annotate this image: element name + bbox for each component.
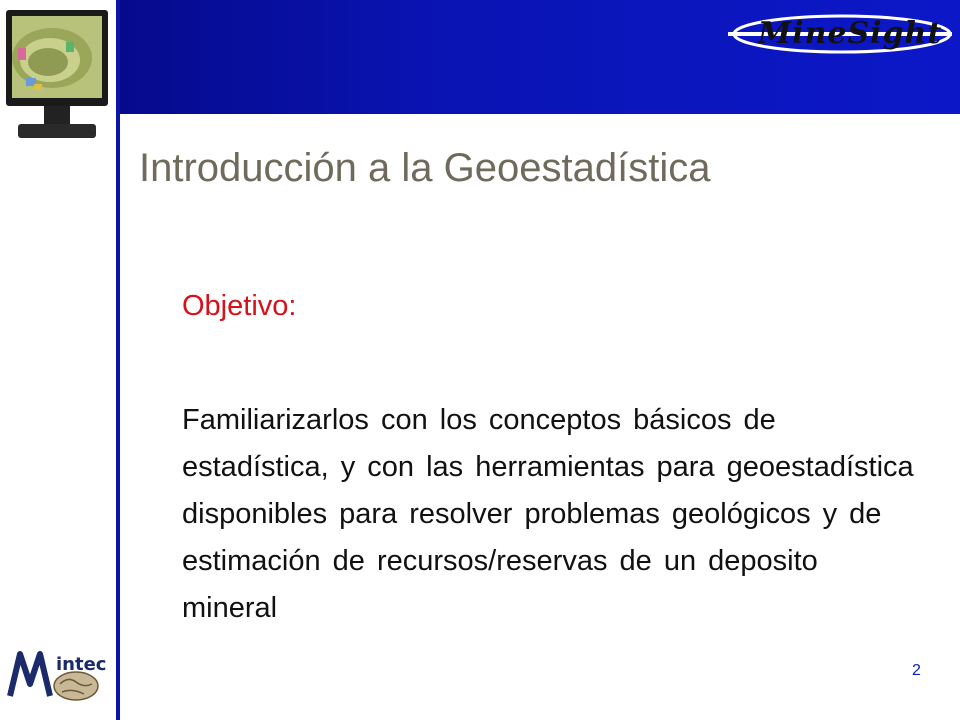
objective-description: Familiarizarlos con los conceptos básicos de estadística, y con las herramientas para geoestadística disponibles para resolver problemas geológicos y de estimación de recursos/reservas de un deposito mineral bbox=[182, 404, 914, 624]
minesight-logo-text: MineSight bbox=[758, 16, 943, 51]
left-divider bbox=[116, 0, 120, 720]
objective-label: Objetivo: bbox=[182, 290, 297, 322]
slide-title: Introducción a la Geoestadística bbox=[139, 146, 711, 190]
page-number: 2 bbox=[912, 662, 921, 679]
mintec-logo-text: intec bbox=[56, 654, 107, 675]
monitor-icon bbox=[4, 8, 110, 144]
